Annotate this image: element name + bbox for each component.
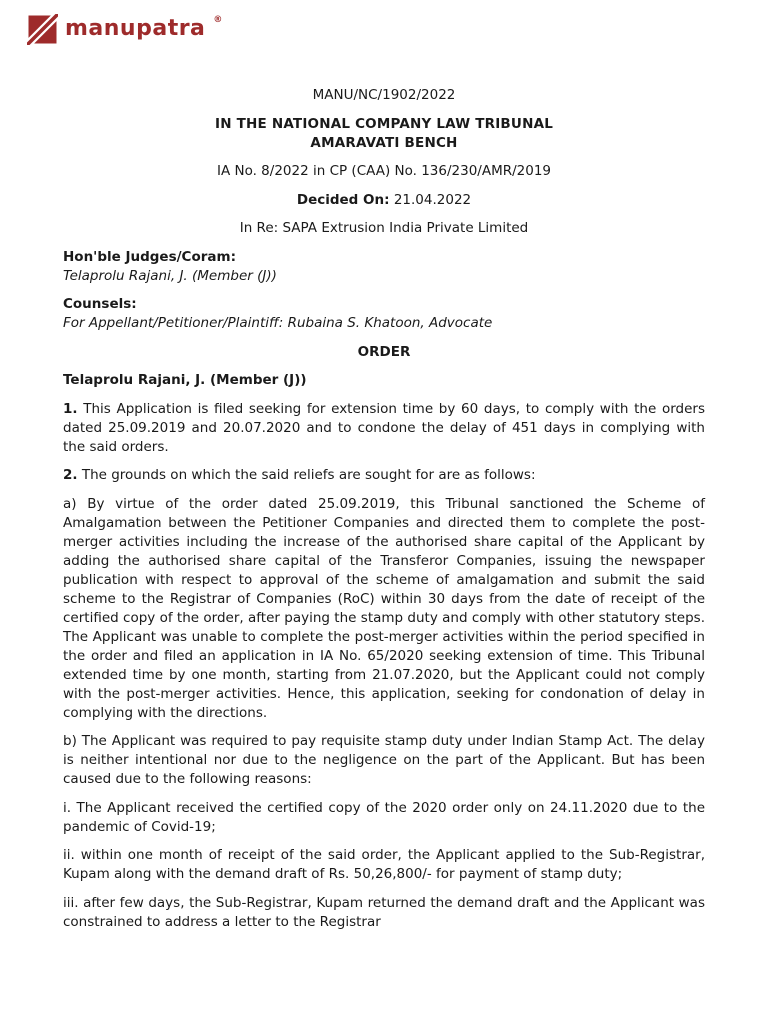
order-body: [63, 400, 705, 932]
manupatra-logo-icon: [27, 14, 58, 45]
court-name-line2: AMARAVATI BENCH: [310, 134, 458, 151]
decided-on-label: Decided On:: [296, 191, 390, 208]
order-paragraph: 2. The grounds on which the said reliefs are sought for are as follows:: [63, 467, 536, 483]
manupatra-logo-text: manupatra: [65, 16, 206, 41]
manupatra-logo: [27, 14, 222, 45]
order-heading: ORDER: [357, 343, 411, 360]
decided-on-date: 21.04.2022: [393, 191, 472, 208]
court-name-line1: IN THE NATIONAL COMPANY LAW TRIBUNAL: [214, 115, 554, 132]
case-number: IA No. 8/2022 in CP (CAA) No. 136/230/AMR/2019: [216, 163, 552, 179]
counsels-label: Counsels:: [63, 296, 137, 312]
paragraph-number: 1.: [63, 400, 78, 417]
order-paragraph: ii. within one month of receipt of the said order, the Applicant applied to the Sub-Registrar, Kupam along with the demand draft of Rs. 50,26,800/- for payment of stamp duty;: [63, 847, 705, 882]
court-name: [63, 115, 705, 153]
coram-label: Hon'ble Judges/Coram:: [63, 248, 236, 265]
registered-trademark-icon: ®: [213, 15, 223, 25]
paragraph-number: 2.: [63, 467, 78, 483]
order-paragraph: 1. This Application is filed seeking for extension time by 60 days, to comply with the orders dated 25.09.2019 and 20.07.2020 and to condone the delay of 451 days in complying with the said orders.: [63, 400, 705, 455]
decided-on-line: [63, 191, 705, 210]
judgment-document: [63, 86, 705, 941]
order-paragraph: iii. after few days, the Sub-Registrar, Kupam returned the demand draft and the Applicant was constrained to address a letter to the Registrar: [63, 894, 705, 930]
counsels-value: For Appellant/Petitioner/Plaintiff: Rubaina S. Khatoon, Advocate: [63, 315, 493, 331]
order-paragraph: a) By virtue of the order dated 25.09.2019, this Tribunal sanctioned the Scheme of Amalgamation between the Petitioner Companies and directed them to complete the post-merger activities including the increase of the authorised share capital of the Applicant by adding the authorised share capital of the Transferor Companies, issuing the newspaper publication with respect to approval of the scheme of amalgamation and submit the said scheme to the Registrar of Companies (RoC) within 30 days from the date of receipt of the certified copy of the order, after paying the stamp duty and comply with other statutory steps. The Applicant was unable to complete the post-merger activities within the period specified in the order and filed an application in IA No. 65/2020 seeking extension of time. This Tribunal extended time by one month, starting from 21.07.2020, but the Applicant could not comply with the post-merger activities. Hence, this application, seeking for condonation of delay in complying with the directions.: [63, 495, 705, 721]
order-paragraph: i. The Applicant received the certified copy of the 2020 order only on 24.11.2020 due to the pandemic of Covid-19;: [63, 799, 705, 835]
counsels-block: [63, 295, 705, 333]
order-paragraph: b) The Applicant was required to pay requisite stamp duty under Indian Stamp Act. The delay is neither intentional nor due to the negligence on the part of the Applicant. But has been caused due to the following reasons:: [63, 733, 705, 787]
order-author: Telaprolu Rajani, J. (Member (J)): [63, 372, 307, 388]
citation: MANU/NC/1902/2022: [312, 87, 456, 103]
in-re-line: In Re: SAPA Extrusion India Private Limited: [239, 220, 529, 236]
coram-value: Telaprolu Rajani, J. (Member (J)): [63, 267, 277, 284]
coram-block: [63, 248, 705, 286]
